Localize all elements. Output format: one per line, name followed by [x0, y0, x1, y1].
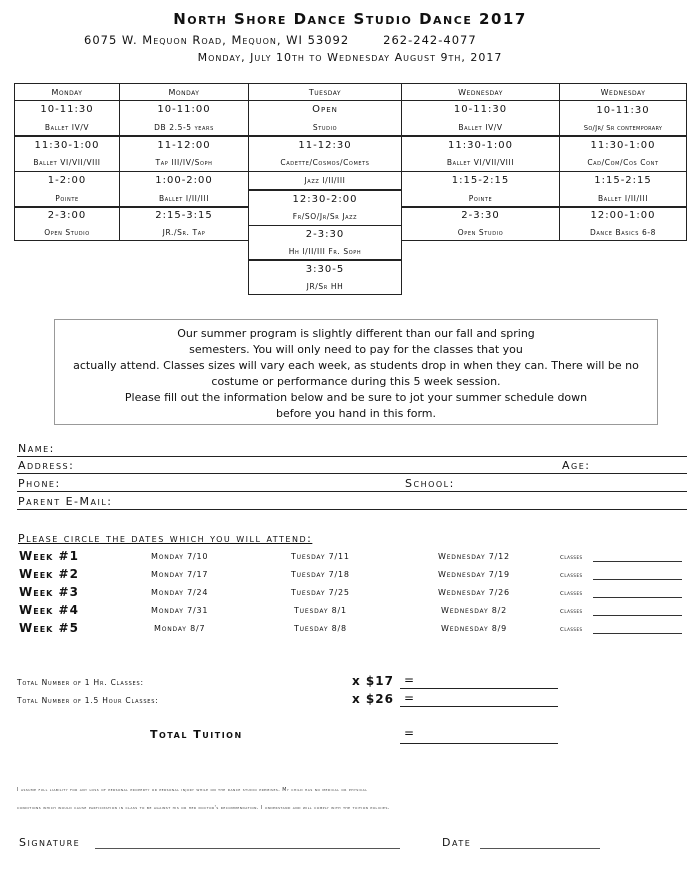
note-line: Please fill out the information below and be sure to jot your summer schedule down — [124, 391, 588, 404]
week-row — [0, 621, 700, 637]
tuesday-date[interactable]: Tuesday 7/11 — [291, 552, 350, 561]
class-cell: 11:30-1:00 Ballet VI/VII/VIII — [14, 135, 120, 172]
week-label: Week #1 — [19, 549, 79, 563]
total-tuition-label: Total Tuition — [150, 728, 243, 741]
class-cell: 2-3:30 Open Studio — [401, 206, 560, 241]
class-cell: 10-11:30 Ballet IV/V — [14, 100, 120, 137]
tuesday-date[interactable]: Tuesday 7/18 — [291, 570, 350, 579]
class-cell: 1:15-2:15 Ballet I/II/III — [559, 171, 687, 208]
circle-dates-heading: Please circle the dates which you will attend: — [18, 532, 313, 545]
one-hour-classes-label: Total Number of 1 Hr. Classes: — [17, 678, 144, 687]
week-row — [0, 585, 700, 601]
one-half-hour-price: x $26 — [352, 692, 394, 706]
equals-sign: = — [404, 691, 415, 705]
signature-label: Signature — [19, 836, 81, 849]
liability-text-line: I assume full liability for any loss of personal property or personal injury while on the dance studio premises. My child has no medical or physical — [17, 788, 368, 793]
page-title: North Shore Dance Studio Dance 2017 — [173, 10, 527, 28]
monday-date[interactable]: Monday 7/10 — [151, 552, 209, 561]
week-row — [0, 567, 700, 583]
age-label: Age: — [562, 459, 591, 472]
classes-input-line[interactable] — [593, 614, 682, 616]
class-cell: 11:30-1:00 Cad/Com/Cos Cont — [559, 135, 687, 172]
one-half-hour-classes-label: Total Number of 1.5 Hour Classes: — [17, 696, 159, 705]
schedule-column-monday-1 — [14, 83, 120, 241]
classes-label: Classes — [560, 591, 583, 597]
total-tuition-input[interactable] — [400, 728, 558, 744]
monday-date[interactable]: Monday 7/17 — [151, 570, 209, 579]
session-dates: Monday, July 10th to Wednesday August 9th, 2017 — [197, 51, 503, 64]
schedule-column-wednesday-2 — [559, 83, 687, 241]
day-header: Wednesday — [401, 83, 560, 101]
name-label: Name: — [18, 442, 55, 455]
equals-sign: = — [404, 673, 415, 687]
week-row — [0, 603, 700, 619]
classes-input-line[interactable] — [593, 560, 682, 562]
class-cell: 1:00-2:00 Ballet I/II/III — [119, 171, 249, 208]
schedule-column-monday-2 — [119, 83, 249, 241]
classes-label: Classes — [560, 573, 583, 579]
studio-phone: 262-242-4077 — [383, 33, 477, 47]
classes-input-line[interactable] — [593, 596, 682, 598]
classes-label: Classes — [560, 555, 583, 561]
week-label: Week #5 — [19, 621, 79, 635]
studio-address-line — [84, 33, 477, 47]
monday-date[interactable]: Monday 7/31 — [151, 606, 209, 615]
tuesday-date[interactable]: Tuesday 8/8 — [294, 624, 347, 633]
schedule-column-wednesday-1 — [401, 83, 560, 241]
class-cell: 12:00-1:00 Dance Basics 6-8 — [559, 206, 687, 241]
liability-text-line: conditions which would cause participation in class to be against his or her doctor's recommendation. I understand and will comply with the tuition policies. — [17, 806, 390, 811]
equals-sign: = — [404, 726, 415, 740]
note-line: costume or performance during this 5 week session. — [211, 375, 501, 388]
class-cell: 1-2:00 Pointe — [14, 171, 120, 208]
phone-label: Phone: — [18, 477, 61, 490]
tuesday-date[interactable]: Tuesday 7/25 — [291, 588, 350, 597]
monday-date[interactable]: Monday 7/24 — [151, 588, 209, 597]
day-header: Monday — [14, 83, 120, 101]
class-cell: 10-11:00 DB 2.5-5 years — [119, 100, 249, 137]
class-cell: 3:30-5 JR/Sr HH — [248, 259, 402, 295]
note-line: actually attend. Classes sizes will vary each week, as students drop in when they can. There will be no — [73, 359, 639, 372]
class-cell: Jazz I/II/III — [248, 171, 402, 191]
address-field[interactable] — [17, 457, 687, 474]
one-half-hour-total-input[interactable] — [400, 691, 558, 707]
note-line: Our summer program is slightly different than our fall and spring — [177, 327, 535, 340]
school-label: School: — [405, 477, 455, 490]
wednesday-date[interactable]: Wednesday 7/19 — [438, 570, 510, 579]
classes-input-line[interactable] — [593, 578, 682, 580]
wednesday-date[interactable]: Wednesday 7/26 — [438, 588, 510, 597]
classes-input-line[interactable] — [593, 632, 682, 634]
class-cell: 2-3:00 Open Studio — [14, 206, 120, 241]
class-cell: 1:15-2:15 Pointe — [401, 171, 560, 208]
date-input-line[interactable] — [480, 848, 600, 849]
class-cell: 10-11:30 Ballet IV/V — [401, 100, 560, 137]
class-cell: 2-3:30 Hh I/II/III Fr. Soph — [248, 225, 402, 261]
wednesday-date[interactable]: Wednesday 8/2 — [441, 606, 508, 615]
week-label: Week #2 — [19, 567, 79, 581]
week-label: Week #3 — [19, 585, 79, 599]
class-cell: 2:15-3:15 JR./Sr. Tap — [119, 206, 249, 241]
class-cell: 12:30-2:00 Fr/SO/Jr/Sr Jazz — [248, 189, 402, 226]
name-field[interactable] — [17, 440, 687, 457]
studio-address: 6075 W. Mequon Road, Mequon, WI 53092 — [84, 33, 350, 47]
classes-label: Classes — [560, 609, 583, 615]
parent-email-field[interactable] — [17, 493, 687, 510]
parent-email-label: Parent E-Mail: — [18, 495, 113, 508]
wednesday-date[interactable]: Wednesday 7/12 — [438, 552, 510, 561]
monday-date[interactable]: Monday 8/7 — [154, 624, 206, 633]
address-label: Address: — [18, 459, 75, 472]
class-cell: 10-11:30 So/Jr/ Sr contemporary — [559, 100, 687, 137]
signature-input-line[interactable] — [95, 848, 400, 849]
class-cell: 11:30-1:00 Ballet VI/VII/VIII — [401, 135, 560, 172]
classes-label: Classes — [560, 627, 583, 633]
day-header: Wednesday — [559, 83, 687, 101]
week-row — [0, 549, 700, 565]
day-header: Monday — [119, 83, 249, 101]
class-cell: Open Studio — [248, 100, 402, 137]
schedule-column-tuesday — [248, 83, 402, 295]
date-label: Date — [442, 836, 472, 849]
class-cell: 11-12:00 Tap III/IV/Soph — [119, 135, 249, 172]
class-cell: 11-12:30 Cadette/Cosmos/Comets — [248, 135, 402, 172]
tuesday-date[interactable]: Tuesday 8/1 — [294, 606, 347, 615]
note-line: before you hand in this form. — [275, 407, 436, 420]
one-hour-total-input[interactable] — [400, 673, 558, 689]
summer-program-note — [54, 319, 658, 425]
note-line: semesters. You will only need to pay for the classes that you — [189, 343, 523, 356]
phone-field[interactable] — [17, 475, 687, 492]
one-hour-price: x $17 — [352, 674, 394, 688]
week-label: Week #4 — [19, 603, 79, 617]
day-header: Tuesday — [248, 83, 402, 101]
wednesday-date[interactable]: Wednesday 8/9 — [441, 624, 508, 633]
